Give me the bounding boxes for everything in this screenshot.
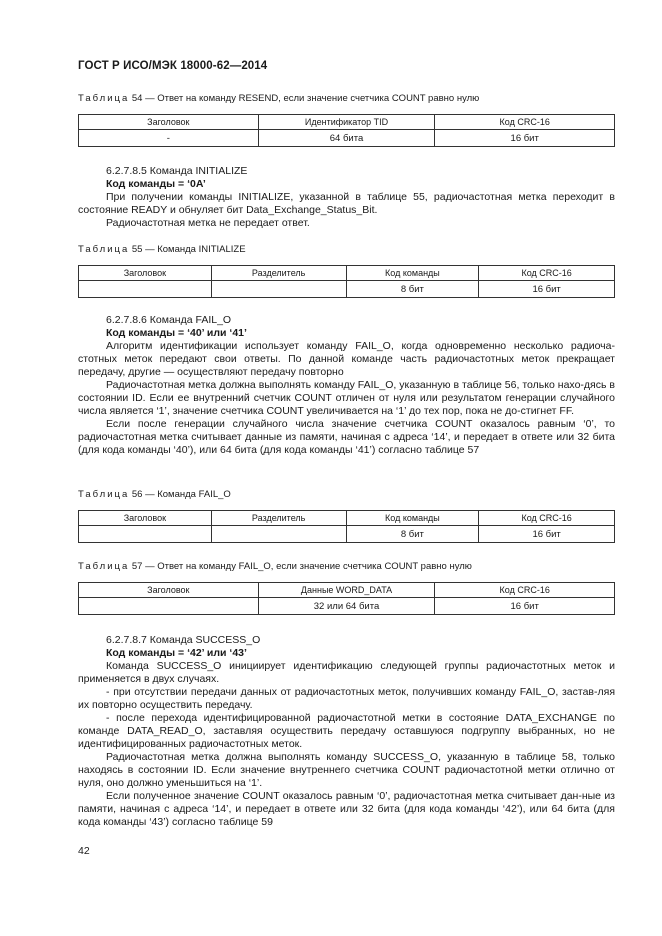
paragraph: Если после генерации случайного числа значение счетчика COUNT оказалось равным ‘0’, то радиочастотная метка считывает данные из памяти, начиная с адреса ‘14’, и передает в ответе или 32 бита (для кода команды ‘40’), или 64 бита (для кода команды ‘41’) согласно таблице 57 [78,418,615,456]
table-header-row [79,583,615,598]
table-cell: 32 или 64 бита [258,598,435,615]
table-54-caption [78,93,479,104]
table-label: Таблица [78,244,130,255]
paragraph: Если полученное значение COUNT оказалось равным ‘0’, радиочастотная метка считывает дан-ные из памяти, начиная с адреса ‘14’, и передает в ответе или 32 бита (для кода команды ‘42’), или 64 бита (для кода команды ‘43’) согласно таблице 59 [78,790,615,828]
paragraph: Радиочастотная метка должна выполнять команду FAIL_O, указанную в таблице 56, только нахо-дясь в состоянии ID. Если ее внутренний счетчик COUNT отличен от нуля или результатом генерации случайного числа является ‘1’, значение счетчика COUNT увеличивается на ‘1’ до тех пор, пока не до-стигнет FF. [78,379,615,417]
table-header-row [79,511,615,526]
table-label: Таблица [78,561,130,572]
header-cell: Код команды [346,266,479,281]
table-cell: 16 бит [479,526,615,543]
header-cell: Код CRC-16 [479,266,615,281]
section-heading: 6.2.7.8.7 Команда SUCCESS_O [106,634,261,646]
table-row [79,130,615,147]
table-57-caption [78,561,472,572]
table-56 [78,510,615,543]
paragraph: - при отсутствии передачи данных от радиочастотных меток, получивших команду FAIL_O, застав-ляя их повторно осуществить передачу. [78,686,615,711]
table-cell [79,526,212,543]
table-57 [78,582,615,615]
header-cell: Заголовок [79,115,259,130]
paragraph: - после перехода идентифицированной радиочастотной метки в состояние DATA_EXCHANGE по команде DATA_READ_O, заставляя осуществить передачу оставшуюся подгруппу выбранных, но не идентифицированных радиочастотных меток. [78,712,615,750]
header-cell: Данные WORD_DATA [258,583,435,598]
section-heading: 6.2.7.8.5 Команда INITIALIZE [106,165,248,177]
caption-text: 57 — Ответ на команду FAIL_O, если значение счетчика COUNT равно нулю [131,561,472,572]
table-cell: 16 бит [479,281,615,298]
page-number: 42 [78,845,90,857]
table-row [79,281,615,298]
table-label: Таблица [78,489,130,500]
header-cell: Код CRC-16 [435,583,615,598]
table-cell [211,526,346,543]
header-cell: Код команды [346,511,479,526]
table-cell: - [79,130,259,147]
header-cell: Код CRC-16 [479,511,615,526]
table-56-caption [78,489,231,500]
table-cell [79,281,212,298]
table-cell: 16 бит [435,598,615,615]
table-cell [211,281,346,298]
table-cell: 16 бит [435,130,615,147]
header-cell: Заголовок [79,266,212,281]
table-row [79,598,615,615]
command-code: Код команды = ‘42’ или ‘43’ [106,647,247,659]
paragraph: При получении команды INITIALIZE, указанной в таблице 55, радиочастотная метка переходит в состояние READY и обнуляет бит Data_Exchange_Status_Bit. [78,191,615,216]
caption-text: 54 — Ответ на команду RESEND, если значение счетчика COUNT равно нулю [131,93,480,104]
table-header-row [79,266,615,281]
caption-text: 56 — Команда FAIL_O [131,489,231,500]
table-cell [79,598,259,615]
table-header-row [79,115,615,130]
document-header: ГОСТ Р ИСО/МЭК 18000-62—2014 [78,60,268,72]
table-54 [78,114,615,147]
header-cell: Идентификатор TID [258,115,435,130]
paragraph: Алгоритм идентификации использует команду FAIL_O, когда одновременно несколько радиоча-стотных меток передают свои ответы. По данной команде часть радиочастотных меток прекращает передачу, другие — осуществляют передачу повторно [78,340,615,378]
table-55 [78,265,615,298]
table-cell: 8 бит [346,281,479,298]
section-heading: 6.2.7.8.6 Команда FAIL_O [106,314,232,326]
paragraph: Радиочастотная метка не передает ответ. [106,217,310,229]
section-success-o [78,634,615,829]
paragraph: Команда SUCCESS_O инициирует идентификацию следующей группы радиочастотных меток и применяется в двух случаях. [78,660,615,685]
section-fail-o [78,314,615,457]
header-cell: Разделитель [211,266,346,281]
table-label: Таблица [78,93,130,104]
table-cell: 8 бит [346,526,479,543]
command-code: Код команды = ‘0А’ [106,178,206,190]
section-initialize [78,165,615,230]
header-cell: Разделитель [211,511,346,526]
caption-text: 55 — Команда INITIALIZE [131,244,246,255]
paragraph: Радиочастотная метка должна выполнять команду SUCCESS_O, указанную в таблице 58, только находясь в состоянии ID. Если значение внутреннего счетчика COUNT радиочастотной метки отлично от нуля, оно должно уменьшиться на ‘1’. [78,751,615,789]
table-row [79,526,615,543]
table-cell: 64 бита [258,130,435,147]
command-code: Код команды = ‘40’ или ‘41’ [106,327,247,339]
table-55-caption [78,244,246,255]
header-cell: Заголовок [79,511,212,526]
header-cell: Код CRC-16 [435,115,615,130]
header-cell: Заголовок [79,583,259,598]
